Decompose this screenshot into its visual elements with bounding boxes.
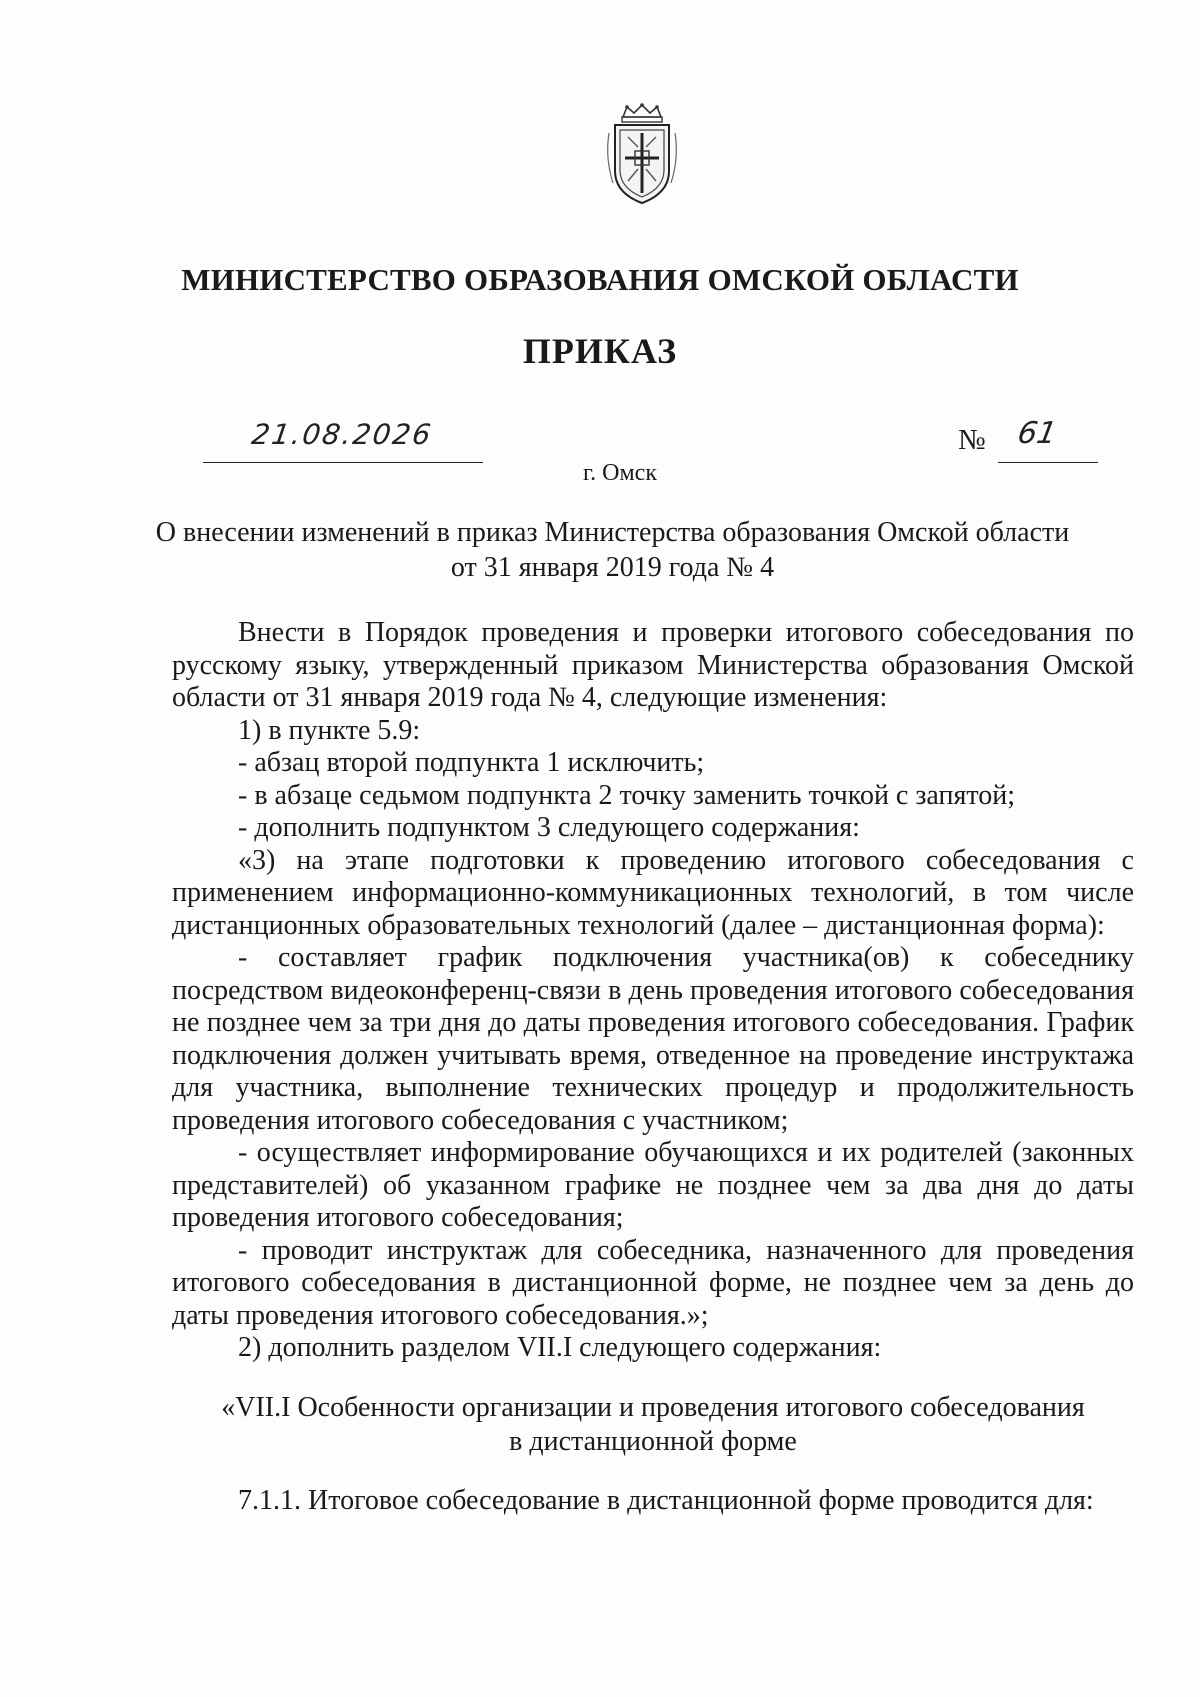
handwritten-number: 61	[1014, 416, 1060, 451]
quote-subpoint-3-c: - проводит инструктаж для собеседника, назначенного для проведения итогового собеседования в дистанционной форме, не позднее чем за день до даты проведения итогового собеседования.»;	[172, 1234, 1134, 1331]
item-1-c: - дополнить подпунктом 3 следующего содержания:	[238, 812, 860, 843]
document-type-title: ПРИКАЗ	[522, 331, 678, 371]
handwritten-date: 21.08.2026	[249, 418, 435, 451]
quote-subpoint-3-a: - составляет график подключения участника(ов) к собеседнику посредством видеоконференц-связи в день проведения итогового собеседования не позднее чем за три дня до даты проведения итогового собеседования. График подключения должен учитывать время, отведенное на проведение инструктажа для участника, выполнение технических процедур и продолжительность проведения итогового собеседования с участником;	[172, 942, 1134, 1136]
item-2: 2) дополнить разделом VII.I следующего содержания:	[238, 1332, 882, 1363]
section-title	[172, 1391, 1134, 1459]
coat-of-arms-emblem	[601, 103, 683, 207]
section-title-line-1: «VII.I Особенности организации и проведения итогового собеседования	[221, 1391, 1085, 1423]
city-label: г. Омск	[583, 460, 657, 486]
section-title-line-2: в дистанционной форме	[509, 1425, 797, 1457]
item-1-a: - абзац второй подпункта 1 исключить;	[238, 747, 705, 778]
subject-line-2: от 31 января 2019 года № 4	[450, 552, 775, 583]
document-body	[172, 617, 1134, 1517]
subject-line-1: О внесении изменений в приказ Министерства образования Омской области	[155, 517, 1070, 548]
document-subject	[150, 515, 1075, 585]
quote-subpoint-3: «3) на этапе подготовки к проведению итогового собеседования с применением информационно-коммуникационных технологий, в том числе дистанционных образовательных технологий (далее – дистанционная форма):	[172, 844, 1134, 941]
ministry-name: МИНИСТЕРСТВО ОБРАЗОВАНИЯ ОМСКОЙ ОБЛАСТИ	[181, 262, 1019, 297]
number-label: №	[958, 424, 986, 456]
intro-paragraph: Внести в Порядок проведения и проверки итогового собеседования по русскому языку, утвержденный приказом Министерства образования Омской области от 31 января 2019 года № 4, следующие изменения:	[172, 617, 1134, 713]
item-1-b: - в абзаце седьмом подпункта 2 точку заменить точкой с запятой;	[238, 779, 1015, 811]
item-1: 1) в пункте 5.9:	[238, 714, 421, 746]
clause-7-1-1: 7.1.1. Итоговое собеседование в дистанционной форме проводится для:	[238, 1484, 1094, 1516]
quote-subpoint-3-b: - осуществляет информирование обучающихся и их родителей (законных представителей) об указанном графике не позднее чем за два дня до даты проведения итогового собеседования;	[172, 1137, 1134, 1233]
